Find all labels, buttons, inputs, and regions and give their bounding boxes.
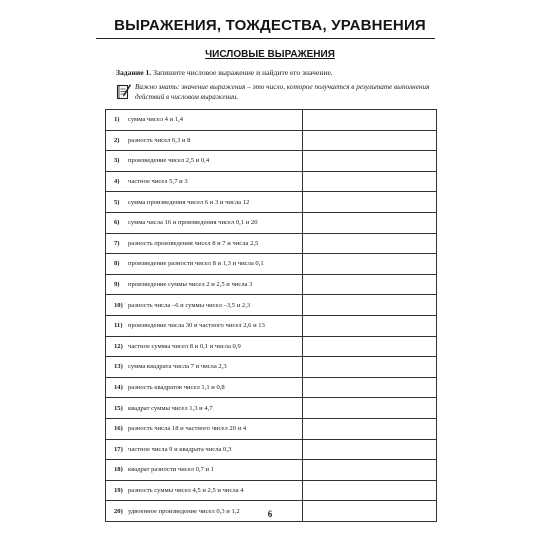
- exercise-text: удвоенное произведение чисел 0,3 и 1,2: [128, 507, 240, 515]
- page-number: 6: [267, 509, 273, 519]
- note-text: Важно знать: значение выражения – это число, которое получается в результате выполнения действий в числовом выражении.: [135, 83, 430, 101]
- answer-cell[interactable]: [303, 418, 437, 439]
- exercise-number: 20): [114, 507, 123, 515]
- exercise-text: разность квадратов чисел 1,1 и 0,8: [128, 384, 225, 392]
- answer-cell[interactable]: [303, 295, 437, 316]
- task-text: Запишите числовое выражение и найдите его значение.: [153, 68, 333, 77]
- task-statement: [116, 68, 333, 77]
- task-label: Задание 1.: [116, 68, 152, 77]
- table-row: [106, 480, 437, 501]
- table-row: [106, 460, 437, 481]
- table-row: [106, 192, 437, 213]
- exercise-number: 9): [114, 281, 120, 289]
- exercise-text: квадрат разности чисел 0,7 и 1: [128, 466, 214, 474]
- table-row: [106, 357, 437, 378]
- exercise-cell: [106, 398, 303, 419]
- exercise-cell: [106, 274, 303, 295]
- exercise-text: частное числа 9 и квадрата числа 0,3: [128, 445, 232, 453]
- exercise-number: 8): [114, 260, 120, 268]
- exercise-text: сумма чисел 4 и 1,4: [128, 116, 184, 124]
- exercise-text: разность чисел 6,3 и 8: [128, 136, 191, 144]
- table-row: [106, 418, 437, 439]
- exercise-cell: [106, 212, 303, 233]
- table-row: [106, 254, 437, 275]
- table-row: [106, 377, 437, 398]
- exercise-number: 5): [114, 198, 120, 206]
- table-row: [106, 336, 437, 357]
- exercise-number: 1): [114, 116, 120, 124]
- exercise-cell: [106, 151, 303, 172]
- table-row: [106, 110, 437, 131]
- exercise-cell: [106, 315, 303, 336]
- exercise-number: 2): [114, 136, 120, 144]
- answer-cell[interactable]: [303, 480, 437, 501]
- exercise-number: 15): [114, 404, 123, 412]
- exercise-cell: [106, 336, 303, 357]
- exercise-number: 11): [114, 322, 123, 330]
- answer-cell[interactable]: [303, 130, 437, 151]
- answer-cell[interactable]: [303, 274, 437, 295]
- exercise-text: разность суммы чисел 4,5 и 2,5 и числа 4: [128, 486, 244, 494]
- pencil-notebook-icon: [116, 83, 131, 101]
- answer-cell[interactable]: [303, 357, 437, 378]
- section-title: ЧИСЛОВЫЕ ВЫРАЖЕНИЯ: [205, 49, 335, 60]
- table-row: [106, 212, 437, 233]
- exercise-number: 19): [114, 486, 123, 494]
- exercise-text: разность числа –6 и суммы чисел –3,5 и 2,3: [128, 301, 251, 309]
- exercise-cell: [106, 418, 303, 439]
- exercise-cell: [106, 377, 303, 398]
- exercise-text: разность произведения чисел 8 и 7 и числа 2,5: [128, 239, 259, 247]
- exercise-cell: [106, 439, 303, 460]
- answer-cell[interactable]: [303, 233, 437, 254]
- exercise-cell: [106, 254, 303, 275]
- exercise-text: произведение разности чисел 8 и 1,3 и числа 0,1: [128, 260, 264, 268]
- exercise-table: [105, 109, 437, 522]
- exercise-cell: [106, 480, 303, 501]
- exercise-text: произведение чисел 2,5 и 0,4: [128, 157, 210, 165]
- exercise-number: 13): [114, 363, 123, 371]
- exercise-text: частное чисел 5,7 и 3: [128, 178, 188, 186]
- exercise-text: произведение числа 30 и частного чисел 2,6 и 13: [128, 322, 265, 330]
- exercise-text: сумма произведения чисел 6 и 3 и числа 12: [128, 198, 250, 206]
- answer-cell[interactable]: [303, 315, 437, 336]
- answer-cell[interactable]: [303, 212, 437, 233]
- table-row: [106, 151, 437, 172]
- exercise-cell: [106, 295, 303, 316]
- table-row: [106, 315, 437, 336]
- exercise-cell: [106, 357, 303, 378]
- table-row: [106, 171, 437, 192]
- exercise-text: сумма квадрата числа 7 и числа 2,3: [128, 363, 227, 371]
- chapter-title: ВЫРАЖЕНИЯ, ТОЖДЕСТВА, УРАВНЕНИЯ: [114, 17, 426, 34]
- exercise-text: разность числа 18 и частного чисел 20 и 4: [128, 425, 247, 433]
- exercise-text: частное суммы чисел 8 и 0,1 и числа 0,9: [128, 342, 241, 350]
- exercise-number: 4): [114, 178, 120, 186]
- table-row: [106, 295, 437, 316]
- answer-cell[interactable]: [303, 254, 437, 275]
- table-row: [106, 233, 437, 254]
- answer-cell[interactable]: [303, 398, 437, 419]
- exercise-text: квадрат суммы чисел 1,3 и 4,7: [128, 404, 213, 412]
- exercise-number: 7): [114, 239, 120, 247]
- exercise-cell: [106, 110, 303, 131]
- exercise-number: 10): [114, 301, 123, 309]
- answer-cell[interactable]: [303, 192, 437, 213]
- exercise-cell: [106, 130, 303, 151]
- title-underline: [96, 38, 435, 39]
- answer-cell[interactable]: [303, 439, 437, 460]
- exercise-number: 18): [114, 466, 123, 474]
- table-row: [106, 274, 437, 295]
- answer-cell[interactable]: [303, 501, 437, 522]
- exercise-text: произведение суммы чисел 2 и 2,5 и числа 3: [128, 281, 253, 289]
- exercise-cell: [106, 192, 303, 213]
- table-row: [106, 398, 437, 419]
- table-row: [106, 130, 437, 151]
- table-row: [106, 439, 437, 460]
- answer-cell[interactable]: [303, 377, 437, 398]
- answer-cell[interactable]: [303, 151, 437, 172]
- exercise-number: 6): [114, 219, 120, 227]
- answer-cell[interactable]: [303, 110, 437, 131]
- exercise-number: 17): [114, 445, 123, 453]
- answer-cell[interactable]: [303, 460, 437, 481]
- exercise-cell: [106, 171, 303, 192]
- exercise-number: 16): [114, 425, 123, 433]
- exercise-number: 3): [114, 157, 120, 165]
- exercise-cell: [106, 460, 303, 481]
- exercise-cell: [106, 233, 303, 254]
- answer-cell[interactable]: [303, 171, 437, 192]
- answer-cell[interactable]: [303, 336, 437, 357]
- exercise-number: 12): [114, 342, 123, 350]
- exercise-number: 14): [114, 384, 123, 392]
- exercise-text: сумма числа 16 и произведения чисел 0,1 и 20: [128, 219, 258, 227]
